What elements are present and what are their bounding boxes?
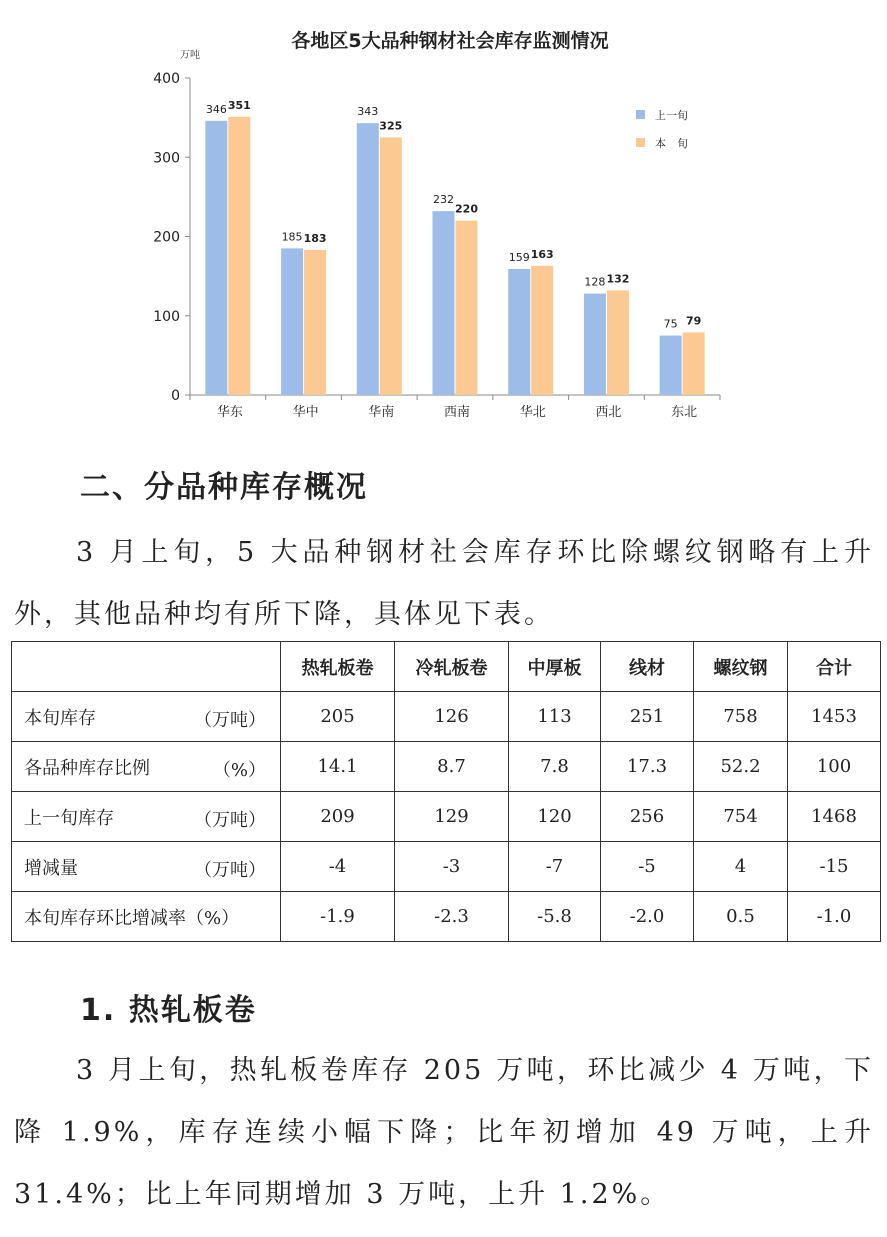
row-label: 各品种库存比例 bbox=[24, 757, 150, 779]
table-cell: 1453 bbox=[788, 692, 881, 742]
bar-current bbox=[607, 290, 629, 395]
table-cell: -4 bbox=[281, 842, 395, 892]
bar-value-label: 325 bbox=[379, 119, 403, 133]
bar-series bbox=[205, 117, 704, 395]
row-label: 本旬库存环比增减率（%） bbox=[24, 907, 240, 929]
table-cell: -5 bbox=[601, 842, 694, 892]
table-cell: 1468 bbox=[788, 792, 881, 842]
bar-value-label: 132 bbox=[606, 272, 630, 286]
y-tick-label: 100 bbox=[153, 308, 180, 325]
table-cell: 754 bbox=[694, 792, 788, 842]
bar-current bbox=[531, 266, 553, 395]
legend bbox=[636, 108, 688, 150]
regional-inventory-chart bbox=[0, 0, 887, 440]
table-cell: -1.0 bbox=[788, 892, 881, 942]
header-medium-plate: 中厚板 bbox=[509, 642, 601, 692]
table-row bbox=[12, 692, 881, 742]
table-cell: -2.3 bbox=[395, 892, 509, 942]
table-corner-cell bbox=[12, 642, 281, 692]
header-rebar: 螺纹钢 bbox=[694, 642, 788, 692]
table-cell: 205 bbox=[281, 692, 395, 742]
table-cell: 8.7 bbox=[395, 742, 509, 792]
table-row bbox=[12, 742, 881, 792]
table-row bbox=[12, 842, 881, 892]
row-label: 增减量 bbox=[24, 857, 78, 879]
table-cell: 126 bbox=[395, 692, 509, 742]
x-tick-label: 西南 bbox=[443, 405, 471, 420]
row-label-cell bbox=[12, 742, 281, 792]
y-axis-unit-label: 万吨 bbox=[180, 50, 200, 61]
table-cell: -1.9 bbox=[281, 892, 395, 942]
bar-value-label: 343 bbox=[357, 105, 379, 119]
table-cell: 129 bbox=[395, 792, 509, 842]
table-cell: -7 bbox=[509, 842, 601, 892]
table-row bbox=[12, 792, 881, 842]
table-header-row bbox=[12, 642, 881, 692]
bar-previous bbox=[281, 248, 303, 395]
inventory-table bbox=[11, 641, 881, 942]
header-cold-rolled: 冷轧板卷 bbox=[395, 642, 509, 692]
bar-current bbox=[380, 137, 402, 395]
x-tick-label: 华中 bbox=[292, 405, 319, 420]
y-tick-label: 200 bbox=[153, 229, 180, 246]
table-cell: 256 bbox=[601, 792, 694, 842]
table-cell: -5.8 bbox=[509, 892, 601, 942]
bar-value-label: 346 bbox=[205, 102, 227, 116]
table-cell: 758 bbox=[694, 692, 788, 742]
y-axis bbox=[153, 71, 190, 404]
bar-value-label: 351 bbox=[227, 98, 251, 112]
table-cell: 17.3 bbox=[601, 742, 694, 792]
y-tick-label: 300 bbox=[153, 150, 180, 167]
row-unit: （万吨） bbox=[194, 810, 266, 831]
section-paragraph: 3 月上旬，5 大品种钢材社会库存环比除螺纹钢略有上升外，其他品种均有所下降，具体见下表。 bbox=[14, 537, 874, 630]
bar-previous bbox=[433, 211, 455, 395]
legend-label: 上一旬 bbox=[655, 109, 688, 122]
table-row bbox=[12, 892, 881, 942]
bar-previous bbox=[205, 121, 227, 395]
table-cell: 7.8 bbox=[509, 742, 601, 792]
table-cell: -3 bbox=[395, 842, 509, 892]
legend-swatch bbox=[636, 138, 645, 147]
row-label: 本旬库存 bbox=[24, 707, 96, 729]
table-cell: 52.2 bbox=[694, 742, 788, 792]
table-cell: 14.1 bbox=[281, 742, 395, 792]
bar-previous bbox=[357, 123, 379, 395]
bar-value-label: 163 bbox=[530, 247, 554, 261]
x-axis bbox=[190, 395, 720, 420]
bar-value-label: 183 bbox=[303, 231, 327, 245]
table-cell: 100 bbox=[788, 742, 881, 792]
header-total: 合计 bbox=[788, 642, 881, 692]
subsection-title: 1. 热轧板卷 bbox=[80, 993, 257, 1028]
row-label: 上一旬库存 bbox=[24, 807, 114, 829]
row-unit: （万吨） bbox=[194, 860, 266, 881]
x-tick-label: 东北 bbox=[671, 405, 698, 420]
bar-current bbox=[228, 117, 250, 395]
chart-title: 各地区5大品种钢材社会库存监测情况 bbox=[291, 30, 609, 52]
y-tick-label: 0 bbox=[171, 388, 180, 404]
row-label-cell bbox=[12, 842, 281, 892]
table-cell: 4 bbox=[694, 842, 788, 892]
bar-previous bbox=[508, 269, 530, 395]
bar-value-label: 185 bbox=[281, 230, 303, 244]
table-cell: 0.5 bbox=[694, 892, 788, 942]
legend-label: 本 旬 bbox=[655, 137, 688, 150]
section-title: 二、分品种库存概况 bbox=[80, 470, 368, 505]
table-cell: 251 bbox=[601, 692, 694, 742]
bar-current bbox=[683, 332, 705, 395]
x-tick-label: 西北 bbox=[595, 405, 622, 420]
bar-value-label: 220 bbox=[455, 202, 478, 216]
bar-current bbox=[456, 221, 478, 395]
subsection-paragraph: 3 月上旬，热轧板卷库存 205 万吨，环比减少 4 万吨，下降 1.9%，库存连续小幅下降；比年初增加 49 万吨，上升 31.4%；比上年同期增加 3 万吨，上升 1.2%。 bbox=[14, 1055, 874, 1210]
bar-previous bbox=[660, 336, 682, 395]
row-label-cell bbox=[12, 692, 281, 742]
row-unit: （%） bbox=[212, 760, 266, 781]
bar-value-label: 232 bbox=[433, 193, 454, 207]
x-tick-label: 华北 bbox=[519, 405, 546, 420]
table-cell: 113 bbox=[509, 692, 601, 742]
bar-value-label: 159 bbox=[508, 250, 530, 264]
bar-previous bbox=[584, 294, 606, 395]
row-unit: （万吨） bbox=[194, 710, 266, 731]
header-hot-rolled: 热轧板卷 bbox=[281, 642, 395, 692]
y-tick-label: 400 bbox=[153, 71, 180, 87]
bar-value-label: 79 bbox=[685, 314, 702, 328]
x-tick-label: 华东 bbox=[216, 405, 243, 420]
row-label-cell bbox=[12, 892, 281, 942]
legend-swatch bbox=[636, 110, 645, 119]
table-cell: -2.0 bbox=[601, 892, 694, 942]
bar-current bbox=[304, 250, 326, 395]
bar-value-label: 75 bbox=[663, 317, 678, 331]
table-cell: 209 bbox=[281, 792, 395, 842]
row-label-cell bbox=[12, 792, 281, 842]
x-tick-label: 华南 bbox=[368, 405, 395, 420]
table-cell: 120 bbox=[509, 792, 601, 842]
bar-value-label: 128 bbox=[584, 275, 606, 289]
table-cell: -15 bbox=[788, 842, 881, 892]
header-wire-rod: 线材 bbox=[601, 642, 694, 692]
